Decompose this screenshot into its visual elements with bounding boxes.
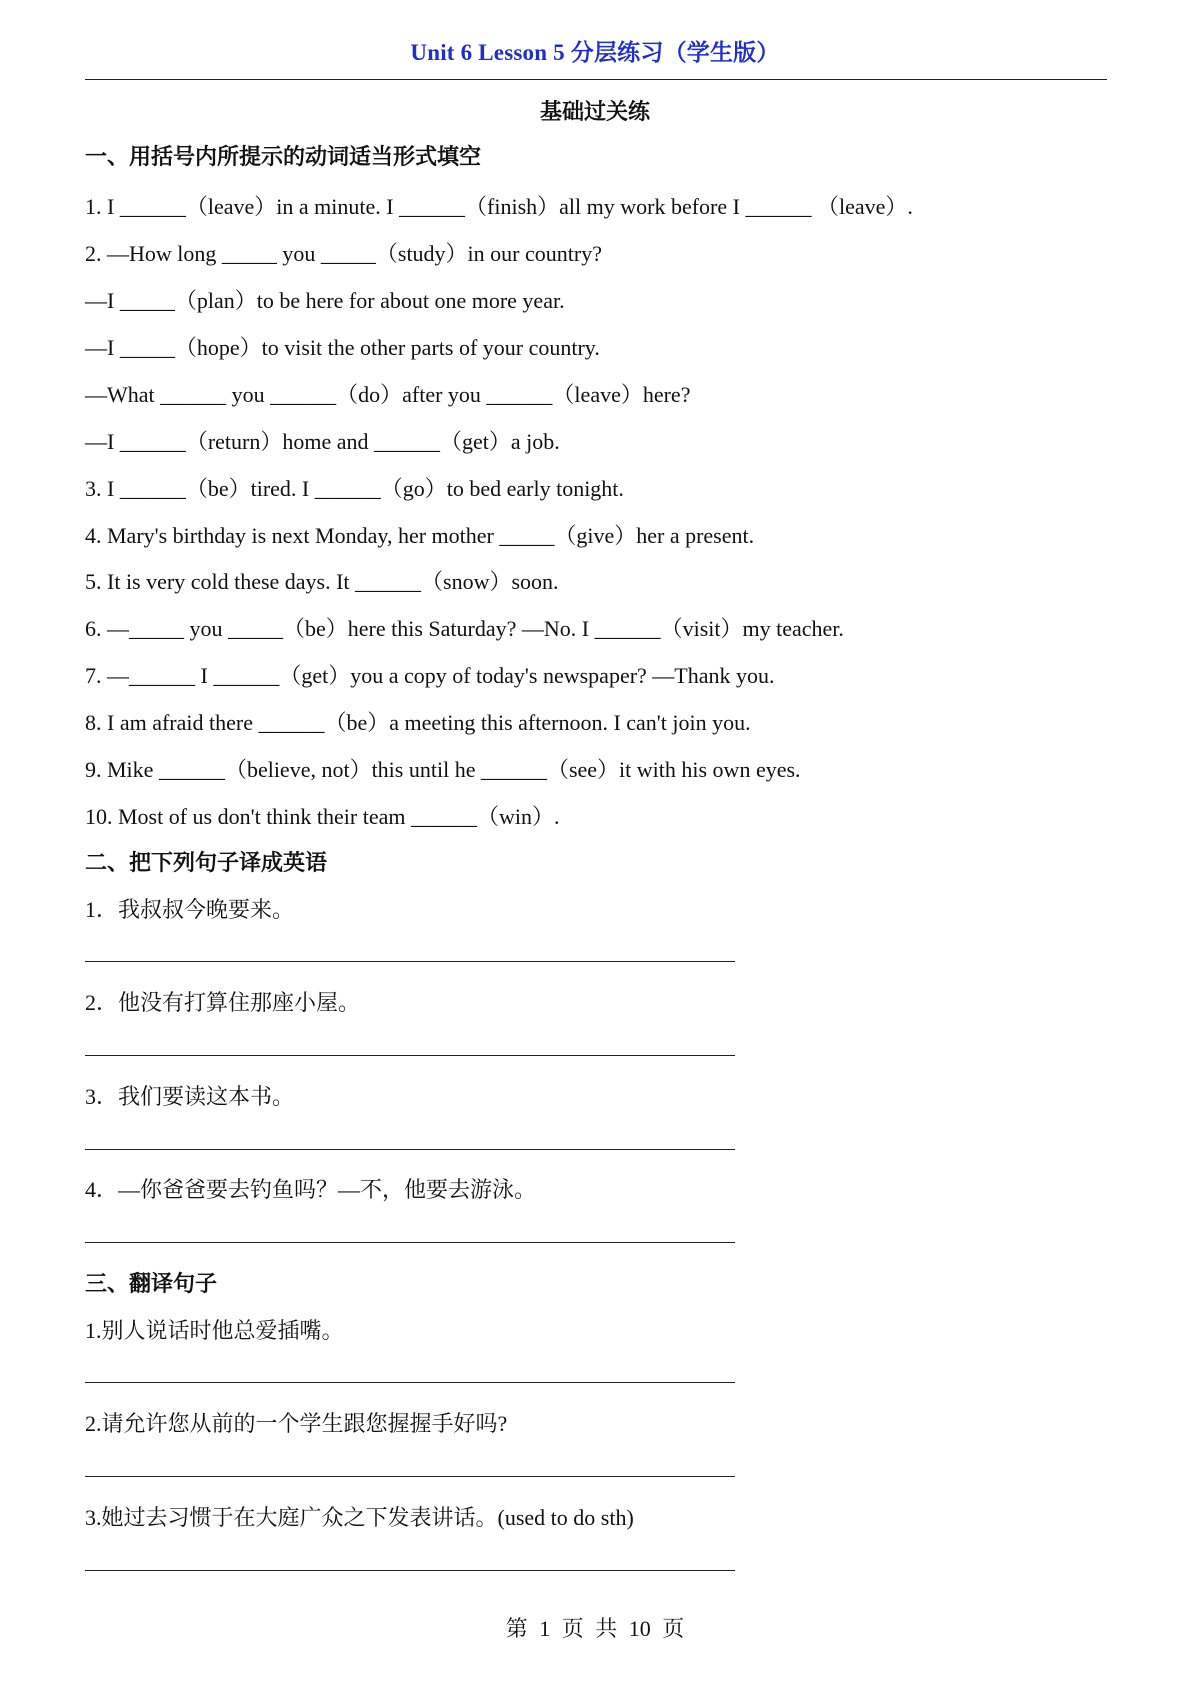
translation-prompt: 4．—你爸爸要去钓鱼吗？—不，他要去游泳。 (85, 1177, 537, 1202)
level-subtitle: 基础过关练 (539, 100, 650, 125)
translation-prompt: 2.请允许您从前的一个学生跟您握握手好吗? (85, 1411, 508, 1436)
translation-prompt: 2．他没有打算住那座小屋。 (85, 990, 361, 1015)
section-2-heading: 二、把下列句子译成英语 (85, 851, 328, 876)
translation-prompt: 3.她过去习惯于在大庭广众之下发表讲话。(used to do sth) (85, 1505, 634, 1530)
exercise-line: 1. I ______（leave）in a minute. I ______（finish）all my work before I ______ （leave）. (85, 194, 913, 219)
translation-prompt: 3．我们要读这本书。 (85, 1084, 295, 1109)
exercise-line: —I _____（hope）to visit the other parts of your country. (85, 335, 600, 360)
exercise-line: 8. I am afraid there ______（be）a meeting this afternoon. I can't join you. (85, 710, 751, 735)
answer-line (85, 1382, 735, 1383)
exercise-line: 6. —_____ you _____（be）here this Saturday? —No. I ______（visit）my teacher. (85, 616, 844, 641)
answer-line (85, 1149, 735, 1150)
exercise-line: 10. Most of us don't think their team ______（win）. (85, 804, 560, 829)
exercise-line: —What ______ you ______（do）after you ______（leave）here? (85, 382, 691, 407)
answer-line (85, 1476, 735, 1477)
translation-prompt: 1．我叔叔今晚要来。 (85, 897, 295, 922)
answer-line (85, 1055, 735, 1056)
exercise-line: —I ______（return）home and ______（get）a job. (85, 429, 560, 454)
exercise-line: 3. I ______（be）tired. I ______（go）to bed early tonight. (85, 476, 624, 501)
translation-prompt: 1.别人说话时他总爱插嘴。 (85, 1318, 344, 1343)
section-3-heading: 三、翻译句子 (85, 1272, 218, 1297)
answer-line (85, 1242, 735, 1243)
page-number: 第 1 页 共 10 页 (505, 1616, 685, 1641)
document-title: Unit 6 Lesson 5 分层练习（学生版） (410, 40, 780, 65)
answer-line (85, 961, 735, 962)
exercise-line: 7. —______ I ______（get）you a copy of today's newspaper? —Thank you. (85, 663, 775, 688)
header-divider (85, 79, 1107, 80)
exercise-line: —I _____（plan）to be here for about one more year. (85, 288, 565, 313)
exercise-line: 4. Mary's birthday is next Monday, her mother _____（give）her a present. (85, 523, 755, 548)
exercise-line: 5. It is very cold these days. It ______（snow）soon. (85, 569, 559, 594)
answer-line (85, 1570, 735, 1571)
section-1-heading: 一、用括号内所提示的动词适当形式填空 (85, 145, 482, 170)
exercise-line: 9. Mike ______（believe, not）this until he ______（see）it with his own eyes. (85, 757, 801, 782)
exercise-line: 2. —How long _____ you _____（study）in our country? (85, 241, 602, 266)
